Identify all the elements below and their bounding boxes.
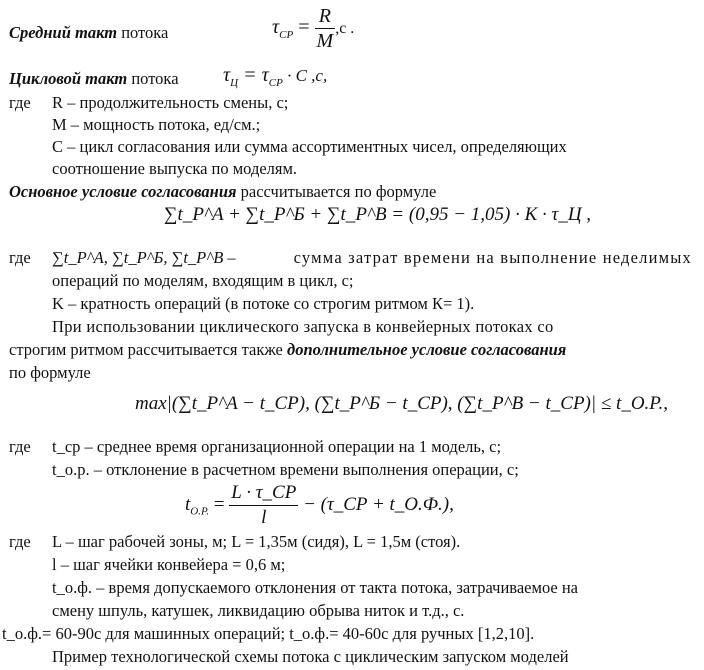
def-top: t_o.p. – отклонение в расчетном времени выполнения операции, с; (52, 460, 519, 479)
sums-definition (52, 247, 692, 269)
paragraph-line-2-text: строгим ритмом рассчитывается также (9, 340, 283, 359)
where-label-2: где (9, 248, 31, 267)
sums-description: сумма затрат времени на выполнение неделимых (293, 248, 692, 267)
formula-cycle-takt (223, 62, 327, 89)
term-cycle-takt-rest: потока (127, 69, 179, 88)
formula-tau-sub: CP (279, 29, 294, 42)
formula-tau: τ (272, 16, 280, 39)
formula-tau-sub: Ц (230, 77, 239, 89)
formula-t-sub: O.P. (190, 505, 210, 518)
line-average-takt (9, 22, 168, 44)
term-cycle-takt: Цикловой такт (9, 69, 128, 88)
formula-deviation-tail: − (τ_CP + t_O.Ф.), (298, 493, 454, 515)
def-l-step: L – шаг рабочей зоны, м; L = 1,35м (сидя), L = 1,5м (стоя). (52, 532, 461, 551)
formula-deviation-fraction (229, 481, 298, 530)
formula-tau-sub2: CP (268, 77, 283, 89)
def-tof: t_o.ф. – время допускаемого отклонения от такта потока, затрачиваемое на (52, 578, 578, 597)
sums-description-cont: операций по моделям, входящим в цикл, с; (52, 271, 354, 290)
where-label: где (9, 93, 31, 112)
def-k: K – кратность операций (в потоке со строгим ритмом К= 1). (52, 294, 475, 313)
def-m: M – мощность потока, ед/см.; (52, 115, 261, 134)
def-tof-cont: смену шпуль, катушек, ликвидацию обрыва ниток и т.д., с. (52, 601, 465, 620)
line-main-condition (9, 181, 436, 203)
def-c: C – цикл согласования или сумма ассортиментных чисел, определяющих (52, 137, 567, 156)
term-additional-condition: дополнительное условие согласования (287, 340, 567, 359)
fraction-numerator: R (315, 4, 336, 29)
term-average-takt-rest: потока (117, 23, 169, 42)
tof-values: t_o.ф.= 60-90с для машинных операций; t_o.ф.= 40-60с для ручных [1,2,10]. (2, 624, 535, 643)
where-label-4: где (9, 532, 31, 551)
term-main-condition: Основное условие согласования (9, 182, 237, 201)
fraction-denominator: l (261, 507, 267, 528)
def-l-cell: l – шаг ячейки конвейера = 0,6 м; (52, 555, 286, 574)
example-line: Пример технологической схемы потока с циклическим запуском моделей (52, 647, 569, 666)
formula-additional-condition: max|(∑t_P^A − t_CP), (∑t_P^Б − t_CP), (∑t_P^B − t_CP)| ≤ t_O.P., (135, 393, 668, 414)
paragraph-cyclic-start: При использовании циклического запуска в конвейерных потоках со (52, 317, 554, 336)
def-tcp: t_cp – среднее время организационной операции на 1 модель, с; (52, 437, 502, 456)
where-label-3: где (9, 437, 31, 456)
fraction-numerator: L · τ_CP (229, 481, 298, 506)
formula-tail: · C ,с, (282, 66, 328, 85)
formula-tau: τ (223, 64, 231, 86)
line-cycle-takt (9, 68, 179, 90)
term-average-takt: Средний такт (9, 23, 118, 42)
main-condition-rest: рассчитывается по формуле (236, 182, 437, 201)
sums-notation: ∑t_P^A, ∑t_P^Б, ∑t_P^B – (52, 248, 236, 267)
formula-main-condition: ∑t_P^A + ∑t_P^Б + ∑t_P^B = (0,95 − 1,05) · K · τ_Ц , (164, 204, 592, 225)
formula-average-takt: $\tau_{CP}$ = $\frac{R}{M}$ ,с . (272, 5, 355, 52)
paragraph-line-3: по формуле (9, 363, 91, 382)
formula-unit: ,с . (335, 20, 355, 38)
formula-eq: = τ (238, 64, 269, 86)
formula-deviation: $t_{O.P.}$ = $\frac{L \cdot \tau\_CP}{l}$ − (τ_CP + t_O.Ф.), (185, 482, 454, 528)
formula-t: t (185, 493, 191, 515)
def-c-cont: соотношение выпуска по моделям. (52, 159, 298, 178)
formula-fraction (315, 4, 336, 53)
fraction-denominator: M (316, 30, 334, 52)
def-r: R – продолжительность смены, с; (52, 93, 289, 112)
paragraph-line-2 (9, 339, 566, 361)
